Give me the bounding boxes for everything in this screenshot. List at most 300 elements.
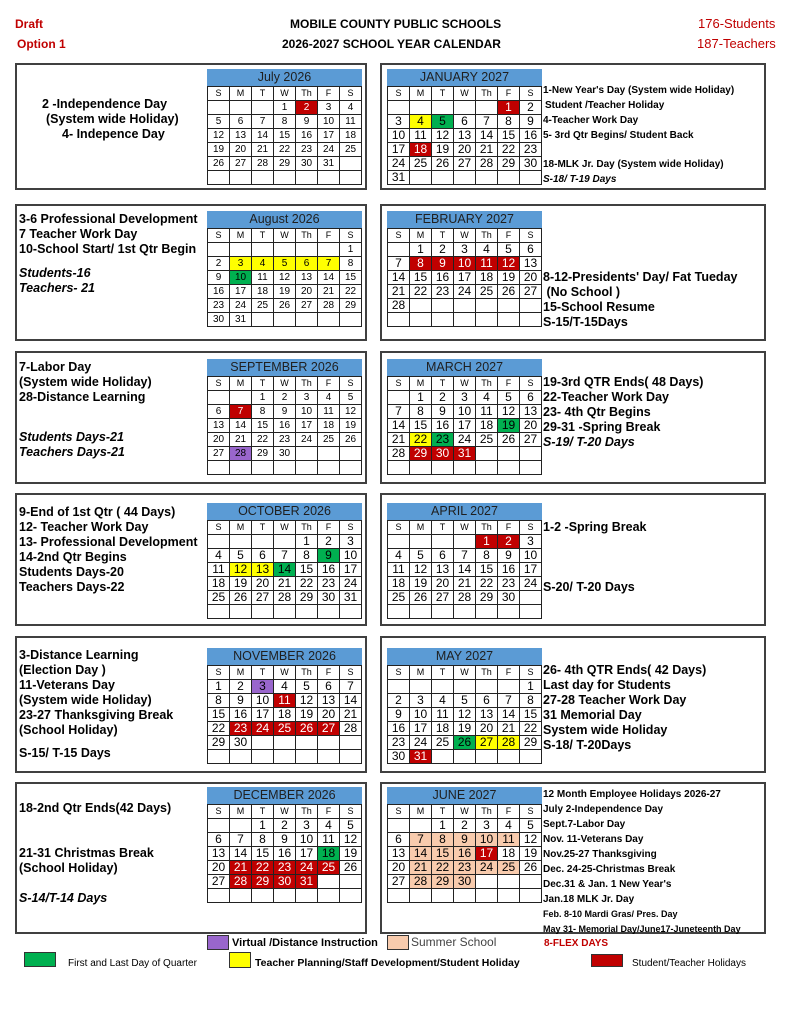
week-row bbox=[208, 736, 362, 750]
day-cell: 3 bbox=[296, 819, 318, 833]
note-line: Nov.25-27 Thanksgiving bbox=[543, 849, 657, 860]
day-cell: 6 bbox=[208, 405, 230, 419]
week-row bbox=[388, 680, 542, 694]
day-cell: 7 bbox=[454, 549, 476, 563]
day-cell bbox=[252, 535, 274, 549]
day-cell: 20 bbox=[230, 143, 252, 157]
day-cell bbox=[476, 171, 498, 185]
week-row bbox=[208, 563, 362, 577]
note-line: 4-Teacher Work Day bbox=[543, 115, 639, 126]
day-cell bbox=[498, 447, 520, 461]
day-cell: 10 bbox=[230, 271, 252, 285]
day-cell: 20 bbox=[318, 708, 340, 722]
day-cell: 29 bbox=[296, 591, 318, 605]
day-cell bbox=[520, 313, 542, 327]
day-cell bbox=[410, 819, 432, 833]
weekday-header: F bbox=[318, 229, 340, 243]
day-cell: 23 bbox=[432, 433, 454, 447]
day-cell: 2 bbox=[230, 680, 252, 694]
day-cell: 14 bbox=[498, 708, 520, 722]
day-cell: 2 bbox=[454, 819, 476, 833]
day-cell: 13 bbox=[208, 847, 230, 861]
note-line: 7-Labor Day bbox=[19, 360, 92, 374]
day-cell: 20 bbox=[520, 271, 542, 285]
week-row bbox=[208, 549, 362, 563]
day-cell: 15 bbox=[410, 271, 432, 285]
day-cell: 19 bbox=[340, 419, 362, 433]
day-cell bbox=[274, 736, 296, 750]
weekday-header: T bbox=[432, 666, 454, 680]
weekday-header: M bbox=[410, 805, 432, 819]
day-cell: 14 bbox=[454, 563, 476, 577]
day-cell bbox=[230, 171, 252, 185]
day-cell: 25 bbox=[410, 157, 432, 171]
weekday-header-row bbox=[388, 521, 542, 535]
note-line: (System wide Holiday) bbox=[46, 112, 179, 126]
day-cell: 8 bbox=[476, 549, 498, 563]
day-cell bbox=[318, 447, 340, 461]
note-line: (Election Day ) bbox=[19, 663, 106, 677]
day-cell bbox=[476, 461, 498, 475]
day-cell: 26 bbox=[498, 433, 520, 447]
note-line: Students Days-21 bbox=[19, 430, 124, 444]
day-cell bbox=[498, 875, 520, 889]
week-row bbox=[208, 750, 362, 764]
day-cell: 21 bbox=[476, 143, 498, 157]
weekday-header: S bbox=[388, 521, 410, 535]
day-cell: 17 bbox=[454, 419, 476, 433]
day-cell: 4 bbox=[476, 391, 498, 405]
week-row bbox=[208, 875, 362, 889]
day-cell bbox=[318, 171, 340, 185]
day-cell bbox=[476, 680, 498, 694]
day-cell: 5 bbox=[454, 694, 476, 708]
day-cell: 24 bbox=[476, 861, 498, 875]
day-cell: 9 bbox=[296, 115, 318, 129]
day-cell: 18 bbox=[318, 847, 340, 861]
day-cell: 14 bbox=[476, 129, 498, 143]
day-cell: 4 bbox=[432, 694, 454, 708]
day-cell: 2 bbox=[498, 535, 520, 549]
weekday-header: W bbox=[274, 87, 296, 101]
week-row bbox=[388, 461, 542, 475]
day-cell: 11 bbox=[498, 833, 520, 847]
day-cell bbox=[410, 313, 432, 327]
day-cell: 13 bbox=[230, 129, 252, 143]
weekday-header: S bbox=[520, 87, 542, 101]
weekday-header: T bbox=[252, 666, 274, 680]
day-cell: 2 bbox=[296, 101, 318, 115]
note-line: (School Holiday) bbox=[19, 723, 118, 737]
day-cell bbox=[318, 889, 340, 903]
day-cell: 30 bbox=[274, 875, 296, 889]
day-cell: 27 bbox=[520, 433, 542, 447]
note-line: Students-16 bbox=[19, 266, 91, 280]
month-title: July 2026 bbox=[207, 69, 362, 86]
day-cell bbox=[208, 819, 230, 833]
week-row bbox=[208, 433, 362, 447]
day-cell bbox=[318, 750, 340, 764]
day-cell: 18 bbox=[410, 143, 432, 157]
day-cell: 14 bbox=[388, 271, 410, 285]
day-cell bbox=[274, 750, 296, 764]
day-cell: 23 bbox=[454, 861, 476, 875]
day-cell: 19 bbox=[340, 847, 362, 861]
day-cell: 5 bbox=[432, 115, 454, 129]
day-cell: 11 bbox=[252, 271, 274, 285]
day-cell: 21 bbox=[454, 577, 476, 591]
day-cell: 15 bbox=[208, 708, 230, 722]
day-cell: 20 bbox=[454, 143, 476, 157]
day-cell: 20 bbox=[208, 861, 230, 875]
day-cell bbox=[340, 875, 362, 889]
day-cell: 26 bbox=[296, 722, 318, 736]
note-line: 5- 3rd Qtr Begins/ Student Back bbox=[543, 130, 694, 141]
day-cell: 26 bbox=[274, 299, 296, 313]
day-cell: 25 bbox=[388, 591, 410, 605]
day-cell: 5 bbox=[498, 391, 520, 405]
day-cell: 20 bbox=[252, 577, 274, 591]
day-cell: 19 bbox=[498, 419, 520, 433]
calendar-nov bbox=[207, 648, 362, 764]
weekday-header: W bbox=[274, 229, 296, 243]
legend-quarter-label: First and Last Day of Quarter bbox=[68, 958, 197, 969]
weekday-header: Th bbox=[476, 377, 498, 391]
weekday-header-row bbox=[208, 805, 362, 819]
day-cell: 27 bbox=[318, 722, 340, 736]
day-cell bbox=[230, 243, 252, 257]
day-cell: 21 bbox=[274, 577, 296, 591]
day-cell: 30 bbox=[388, 750, 410, 764]
note-line: S-15/ T-15 Days bbox=[19, 746, 111, 760]
day-cell: 7 bbox=[252, 115, 274, 129]
day-cell: 3 bbox=[410, 694, 432, 708]
day-cell: 16 bbox=[432, 271, 454, 285]
note-line: System wide Holiday bbox=[543, 723, 668, 737]
day-cell: 26 bbox=[432, 157, 454, 171]
day-cell: 10 bbox=[520, 549, 542, 563]
note-line: 18-MLK Jr. Day (System wide Holiday) bbox=[543, 159, 724, 170]
week-row bbox=[388, 875, 542, 889]
day-cell bbox=[454, 535, 476, 549]
day-cell: 31 bbox=[230, 313, 252, 327]
note-line: 8-12-Presidents' Day/ Fat Tueday bbox=[543, 270, 738, 284]
day-cell bbox=[252, 736, 274, 750]
day-cell bbox=[520, 461, 542, 475]
day-cell bbox=[476, 299, 498, 313]
day-cell bbox=[252, 243, 274, 257]
day-cell: 28 bbox=[476, 157, 498, 171]
day-cell: 14 bbox=[230, 419, 252, 433]
day-cell bbox=[388, 313, 410, 327]
day-cell: 28 bbox=[252, 157, 274, 171]
day-cell: 15 bbox=[432, 847, 454, 861]
note-line: Teachers Days-21 bbox=[19, 445, 125, 459]
note-line: Feb. 8-10 Mardi Gras/ Pres. Day bbox=[543, 909, 678, 919]
day-cell: 24 bbox=[340, 577, 362, 591]
week-row bbox=[208, 694, 362, 708]
day-cell: 15 bbox=[520, 708, 542, 722]
day-cell: 9 bbox=[318, 549, 340, 563]
legend-holiday-swatch bbox=[591, 954, 623, 967]
weekday-header: Th bbox=[296, 377, 318, 391]
note-line: 1-2 -Spring Break bbox=[543, 520, 647, 534]
day-cell: 10 bbox=[454, 257, 476, 271]
weekday-header: S bbox=[388, 87, 410, 101]
day-cell bbox=[388, 819, 410, 833]
day-cell: 25 bbox=[340, 143, 362, 157]
day-cell bbox=[296, 447, 318, 461]
month-grid bbox=[207, 228, 362, 327]
week-row bbox=[208, 861, 362, 875]
day-cell: 17 bbox=[454, 271, 476, 285]
day-cell bbox=[454, 605, 476, 619]
day-cell: 8 bbox=[274, 115, 296, 129]
day-cell: 6 bbox=[230, 115, 252, 129]
day-cell: 27 bbox=[208, 875, 230, 889]
notes-aug bbox=[19, 212, 198, 296]
day-cell: 17 bbox=[296, 847, 318, 861]
day-cell: 2 bbox=[318, 535, 340, 549]
day-cell: 26 bbox=[340, 433, 362, 447]
weekday-header-row bbox=[208, 666, 362, 680]
day-cell: 4 bbox=[318, 391, 340, 405]
day-cell: 27 bbox=[252, 591, 274, 605]
week-row bbox=[388, 285, 542, 299]
day-cell bbox=[410, 889, 432, 903]
day-cell: 23 bbox=[388, 736, 410, 750]
day-cell: 16 bbox=[520, 129, 542, 143]
day-cell: 3 bbox=[476, 819, 498, 833]
note-line: 26- 4th QTR Ends( 42 Days) bbox=[543, 663, 707, 677]
day-cell: 25 bbox=[318, 433, 340, 447]
day-cell: 13 bbox=[252, 563, 274, 577]
day-cell: 24 bbox=[454, 433, 476, 447]
day-cell bbox=[498, 313, 520, 327]
day-cell: 11 bbox=[340, 115, 362, 129]
note-line: 11-Veterans Day bbox=[19, 678, 115, 692]
day-cell: 15 bbox=[476, 563, 498, 577]
note-line: Sept.7-Labor Day bbox=[543, 819, 626, 830]
weekday-header: W bbox=[274, 805, 296, 819]
day-cell: 21 bbox=[410, 861, 432, 875]
weekday-header: W bbox=[454, 377, 476, 391]
day-cell: 27 bbox=[230, 157, 252, 171]
draft-label: Draft bbox=[15, 17, 44, 31]
day-cell: 8 bbox=[296, 549, 318, 563]
note-line: Students Days-20 bbox=[19, 565, 124, 579]
day-cell bbox=[274, 461, 296, 475]
legend-virtual-swatch bbox=[207, 935, 229, 950]
day-cell: 15 bbox=[498, 129, 520, 143]
note-line: 27-28 Teacher Work Day bbox=[543, 693, 687, 707]
day-cell: 16 bbox=[208, 285, 230, 299]
day-cell: 1 bbox=[340, 243, 362, 257]
day-cell bbox=[388, 605, 410, 619]
day-cell bbox=[340, 313, 362, 327]
week-row bbox=[388, 271, 542, 285]
week-row bbox=[388, 847, 542, 861]
day-cell: 28 bbox=[230, 447, 252, 461]
day-cell: 3 bbox=[388, 115, 410, 129]
week-row bbox=[388, 563, 542, 577]
weekday-header: T bbox=[432, 521, 454, 535]
day-cell: 15 bbox=[252, 847, 274, 861]
day-cell: 14 bbox=[230, 847, 252, 861]
day-cell: 9 bbox=[498, 549, 520, 563]
calendar-may bbox=[387, 648, 542, 764]
day-cell bbox=[340, 750, 362, 764]
day-cell: 21 bbox=[388, 285, 410, 299]
day-cell bbox=[296, 736, 318, 750]
day-cell bbox=[432, 299, 454, 313]
day-cell: 14 bbox=[274, 563, 296, 577]
day-cell: 15 bbox=[296, 563, 318, 577]
day-cell: 15 bbox=[410, 419, 432, 433]
day-cell: 21 bbox=[252, 143, 274, 157]
day-cell: 3 bbox=[454, 243, 476, 257]
day-cell: 11 bbox=[318, 405, 340, 419]
day-cell bbox=[476, 101, 498, 115]
note-line: 12 Month Employee Holidays 2026-27 bbox=[543, 789, 721, 800]
day-cell: 15 bbox=[252, 419, 274, 433]
day-cell: 26 bbox=[230, 591, 252, 605]
day-cell bbox=[318, 313, 340, 327]
day-cell: 12 bbox=[498, 257, 520, 271]
week-row bbox=[388, 405, 542, 419]
day-cell bbox=[388, 535, 410, 549]
weekday-header: M bbox=[230, 377, 252, 391]
day-cell: 13 bbox=[432, 563, 454, 577]
day-cell bbox=[230, 461, 252, 475]
week-row bbox=[208, 591, 362, 605]
day-cell: 21 bbox=[340, 708, 362, 722]
day-cell: 6 bbox=[432, 549, 454, 563]
day-cell: 25 bbox=[318, 861, 340, 875]
weekday-header: W bbox=[454, 666, 476, 680]
day-cell: 2 bbox=[388, 694, 410, 708]
day-cell: 12 bbox=[340, 405, 362, 419]
day-cell bbox=[208, 243, 230, 257]
weekday-header: Th bbox=[476, 521, 498, 535]
day-cell: 12 bbox=[432, 129, 454, 143]
weekday-header-row bbox=[388, 666, 542, 680]
week-row bbox=[388, 391, 542, 405]
note-line: Dec. 24-25-Christmas Break bbox=[543, 864, 676, 875]
week-row bbox=[208, 447, 362, 461]
day-cell: 13 bbox=[318, 694, 340, 708]
day-cell: 19 bbox=[498, 271, 520, 285]
day-cell: 10 bbox=[296, 405, 318, 419]
day-cell: 17 bbox=[340, 563, 362, 577]
weekday-header: F bbox=[498, 87, 520, 101]
day-cell: 3 bbox=[340, 535, 362, 549]
day-cell: 13 bbox=[388, 847, 410, 861]
day-cell: 4 bbox=[318, 819, 340, 833]
weekday-header: W bbox=[454, 521, 476, 535]
day-cell: 13 bbox=[208, 419, 230, 433]
weekday-header: S bbox=[520, 805, 542, 819]
day-cell: 9 bbox=[432, 257, 454, 271]
note-line: May 31- Memorial Day/June17-Juneteenth Day bbox=[543, 924, 741, 934]
note-line: 28-Distance Learning bbox=[19, 390, 146, 404]
weekday-header: W bbox=[274, 666, 296, 680]
weekday-header: Th bbox=[476, 87, 498, 101]
weekday-header: F bbox=[318, 521, 340, 535]
day-cell: 16 bbox=[274, 419, 296, 433]
day-cell bbox=[296, 243, 318, 257]
week-row bbox=[388, 819, 542, 833]
day-cell: 22 bbox=[476, 577, 498, 591]
day-cell: 16 bbox=[318, 563, 340, 577]
week-row bbox=[388, 313, 542, 327]
week-row bbox=[208, 722, 362, 736]
day-cell: 12 bbox=[274, 271, 296, 285]
day-cell: 1 bbox=[252, 819, 274, 833]
day-cell bbox=[274, 535, 296, 549]
day-cell: 18 bbox=[432, 722, 454, 736]
day-cell: 5 bbox=[520, 819, 542, 833]
day-cell: 29 bbox=[274, 157, 296, 171]
note-line: 22-Teacher Work Day bbox=[543, 390, 669, 404]
day-cell: 6 bbox=[454, 115, 476, 129]
day-cell: 2 bbox=[432, 243, 454, 257]
day-cell bbox=[410, 461, 432, 475]
day-cell: 14 bbox=[340, 694, 362, 708]
note-line: 1-New Year's Day (System wide Holiday) bbox=[543, 85, 735, 96]
weekday-header: W bbox=[274, 521, 296, 535]
day-cell: 11 bbox=[208, 563, 230, 577]
day-cell bbox=[388, 101, 410, 115]
day-cell: 22 bbox=[340, 285, 362, 299]
day-cell bbox=[318, 605, 340, 619]
day-cell bbox=[410, 535, 432, 549]
day-cell: 4 bbox=[252, 257, 274, 271]
day-cell bbox=[454, 299, 476, 313]
day-cell bbox=[498, 461, 520, 475]
day-cell: 30 bbox=[296, 157, 318, 171]
day-cell: 28 bbox=[388, 299, 410, 313]
note-line: Student /Teacher Holiday bbox=[545, 100, 665, 111]
day-cell bbox=[388, 461, 410, 475]
note-line: Dec.31 & Jan. 1 New Year's bbox=[543, 879, 672, 890]
day-cell: 26 bbox=[208, 157, 230, 171]
day-cell bbox=[230, 535, 252, 549]
weekday-header: F bbox=[498, 521, 520, 535]
day-cell bbox=[340, 461, 362, 475]
month-grid bbox=[207, 520, 362, 619]
note-line: 10-School Start/ 1st Qtr Begin bbox=[19, 242, 197, 256]
week-row bbox=[208, 115, 362, 129]
day-cell: 11 bbox=[410, 129, 432, 143]
day-cell bbox=[208, 535, 230, 549]
day-cell bbox=[454, 101, 476, 115]
week-row bbox=[388, 722, 542, 736]
day-cell bbox=[208, 889, 230, 903]
day-cell: 27 bbox=[296, 299, 318, 313]
week-row bbox=[388, 243, 542, 257]
weekday-header: M bbox=[410, 666, 432, 680]
week-row bbox=[388, 591, 542, 605]
week-row bbox=[388, 708, 542, 722]
week-row bbox=[388, 257, 542, 271]
weekday-header: S bbox=[520, 521, 542, 535]
day-cell bbox=[252, 313, 274, 327]
day-cell: 16 bbox=[498, 563, 520, 577]
day-cell bbox=[340, 171, 362, 185]
week-row bbox=[388, 157, 542, 171]
day-cell: 27 bbox=[520, 285, 542, 299]
